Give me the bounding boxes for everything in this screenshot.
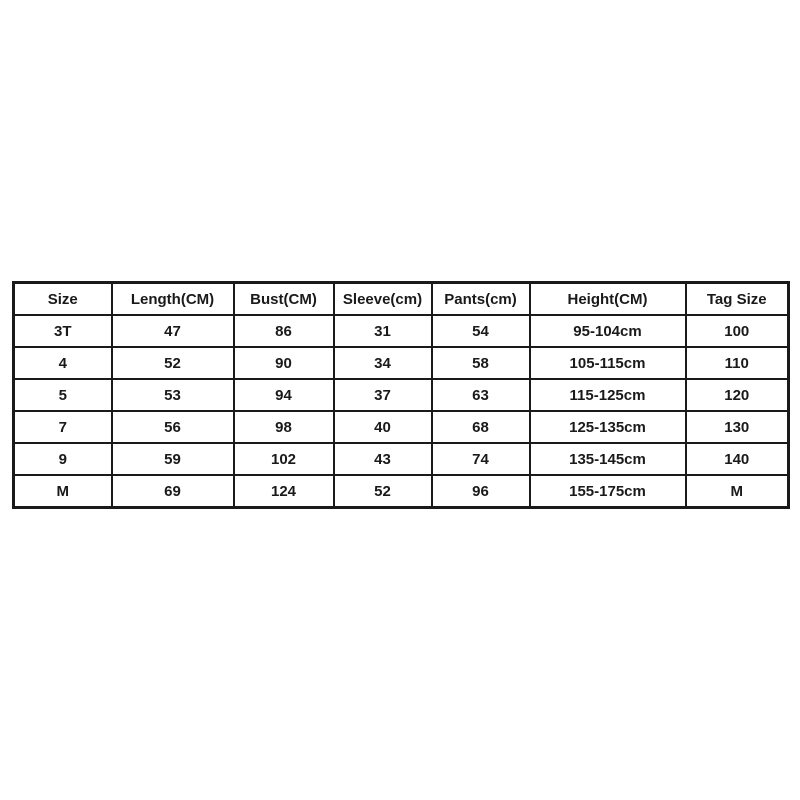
cell-size: 3T (14, 315, 112, 347)
table-header-row (14, 283, 789, 316)
header-pants: Pants(cm) (432, 283, 530, 316)
cell-length: 69 (112, 475, 234, 508)
cell-pants: 96 (432, 475, 530, 508)
cell-height: 105-115cm (530, 347, 686, 379)
cell-pants: 74 (432, 443, 530, 475)
cell-tag-size: 130 (686, 411, 789, 443)
cell-sleeve: 40 (334, 411, 432, 443)
cell-height: 115-125cm (530, 379, 686, 411)
table-row (14, 347, 789, 379)
cell-pants: 68 (432, 411, 530, 443)
cell-bust: 94 (234, 379, 334, 411)
cell-size: 7 (14, 411, 112, 443)
table-row (14, 411, 789, 443)
cell-length: 52 (112, 347, 234, 379)
cell-size: M (14, 475, 112, 508)
cell-height: 135-145cm (530, 443, 686, 475)
cell-pants: 63 (432, 379, 530, 411)
cell-bust: 86 (234, 315, 334, 347)
table-row (14, 475, 789, 508)
cell-sleeve: 31 (334, 315, 432, 347)
cell-bust: 102 (234, 443, 334, 475)
cell-length: 53 (112, 379, 234, 411)
cell-size: 5 (14, 379, 112, 411)
cell-sleeve: 34 (334, 347, 432, 379)
header-length: Length(CM) (112, 283, 234, 316)
header-bust: Bust(CM) (234, 283, 334, 316)
cell-pants: 58 (432, 347, 530, 379)
cell-sleeve: 52 (334, 475, 432, 508)
cell-height: 95-104cm (530, 315, 686, 347)
cell-sleeve: 37 (334, 379, 432, 411)
cell-size: 9 (14, 443, 112, 475)
header-height: Height(CM) (530, 283, 686, 316)
cell-tag-size: 110 (686, 347, 789, 379)
cell-height: 155-175cm (530, 475, 686, 508)
cell-height: 125-135cm (530, 411, 686, 443)
table-row (14, 315, 789, 347)
cell-bust: 90 (234, 347, 334, 379)
cell-tag-size: M (686, 475, 789, 508)
header-size: Size (14, 283, 112, 316)
cell-length: 59 (112, 443, 234, 475)
cell-length: 56 (112, 411, 234, 443)
table-row (14, 379, 789, 411)
cell-bust: 124 (234, 475, 334, 508)
cell-tag-size: 140 (686, 443, 789, 475)
cell-length: 47 (112, 315, 234, 347)
cell-tag-size: 120 (686, 379, 789, 411)
table-row (14, 443, 789, 475)
cell-bust: 98 (234, 411, 334, 443)
size-chart-table (12, 281, 790, 509)
header-sleeve: Sleeve(cm) (334, 283, 432, 316)
cell-size: 4 (14, 347, 112, 379)
cell-sleeve: 43 (334, 443, 432, 475)
header-tag-size: Tag Size (686, 283, 789, 316)
cell-pants: 54 (432, 315, 530, 347)
cell-tag-size: 100 (686, 315, 789, 347)
